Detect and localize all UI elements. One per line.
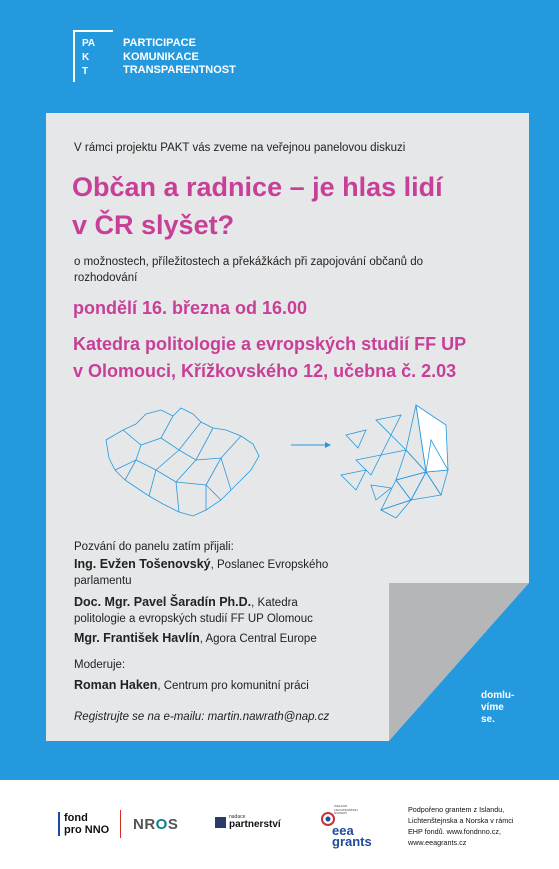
support-4: www.eeagrants.cz: [408, 838, 467, 847]
eea-small-3: NORWAY: [334, 811, 348, 815]
arrow-icon: [291, 440, 331, 450]
panelist-3-name: Mgr. František Havlín: [74, 631, 200, 645]
eea-line-2: grants: [332, 834, 372, 849]
nadace-square-icon: [215, 817, 226, 828]
place-line-2: v Olomouci, Křížkovského 12, učebna č. 2.03: [73, 361, 457, 381]
eea-wordmark: [332, 825, 372, 847]
fond-nno-logo: [58, 812, 109, 836]
panelist-3: [74, 631, 317, 647]
support-2: Lichtenštejnska a Norska v rámci: [408, 816, 514, 825]
panelist-2-role-cont: politologie a evropských studií FF UP Olomouc: [74, 613, 313, 625]
slogan-3: se.: [481, 714, 495, 725]
panel-heading: Pozvání do panelu zatím přijali:: [74, 541, 234, 553]
panelist-2: [74, 595, 298, 611]
panelist-1-role: , Poslanec Evropského: [210, 559, 329, 571]
eea-grants-logo: [320, 804, 380, 849]
abstract-shape-illustration: [336, 400, 454, 520]
eea-line-1: eea: [332, 823, 354, 838]
support-text: [408, 804, 533, 848]
subtitle-2: rozhodování: [74, 272, 138, 284]
nadace-small: nadace: [229, 814, 246, 820]
subtitle-1: o možnostech, příležitostech a překážkách při zapojování občanů do: [74, 256, 424, 268]
panelist-1-role-cont: parlamentu: [74, 575, 132, 587]
nros-logo: [133, 816, 178, 833]
panelist-1: [74, 557, 328, 573]
event-place: [73, 331, 523, 385]
event-date: pondělí 16. března od 16.00: [73, 298, 308, 318]
panelist-1-name: Ing. Evžen Tošenovský: [74, 557, 211, 571]
fond-line-1: fond: [64, 812, 88, 824]
panelist-2-name: Doc. Mgr. Pavel Šaradín Ph.D.: [74, 595, 252, 609]
support-3: EHP fondů. www.fondnno.cz,: [408, 827, 501, 836]
moderator-name: Roman Haken: [74, 678, 158, 692]
slogan: [481, 690, 514, 726]
nadace-big: partnerství: [229, 819, 281, 830]
moderator-heading: Moderuje:: [74, 659, 126, 671]
slogan-2: víme: [481, 702, 504, 713]
tagline-1: PARTICIPACE: [123, 37, 196, 49]
tagline-2: KOMUNIKACE: [123, 50, 199, 63]
logo-letters-1: PA: [82, 38, 96, 49]
fond-line-2: pro NNO: [64, 824, 110, 836]
nros-post: S: [167, 816, 179, 833]
nadace-partnerstvi-logo: [215, 815, 281, 830]
support-1: Podpořeno grantem z Islandu,: [408, 805, 505, 814]
eea-small-2: LIECHTENSTEIN: [334, 807, 358, 812]
title-line-1: Občan a radnice – je hlas lidí: [72, 172, 443, 202]
slogan-1: domlu-: [481, 690, 515, 701]
logo-tagline: [123, 37, 236, 78]
nros-o: O: [155, 816, 168, 833]
title-line-2: v ČR slyšet?: [72, 210, 235, 240]
event-title: [72, 168, 443, 244]
eea-small-1: ICELAND: [334, 804, 348, 808]
moderator: [74, 678, 309, 694]
moderator-role: , Centrum pro komunitní práci: [157, 680, 309, 692]
logo-letters-3: T: [82, 66, 89, 77]
divider: [120, 810, 121, 838]
place-line-1: Katedra politologie a evropských studií FF UP: [73, 334, 467, 354]
panelist-2-role: , Katedra: [251, 597, 298, 609]
logo-letters-2: K: [82, 52, 90, 63]
panelist-3-role: , Agora Central Europe: [199, 633, 317, 645]
intro-text: V rámci projektu PAKT vás zveme na veřejnou panelovou diskuzi: [74, 142, 406, 154]
tagline-3: TRANSPARENTNOST: [123, 64, 236, 76]
czech-map-illustration: [101, 400, 261, 520]
pakt-logo: [73, 30, 113, 82]
registration-note: Registrujte se na e-mailu: martin.nawrath@nap.cz: [74, 711, 330, 723]
nros-pre: NR: [133, 816, 156, 833]
